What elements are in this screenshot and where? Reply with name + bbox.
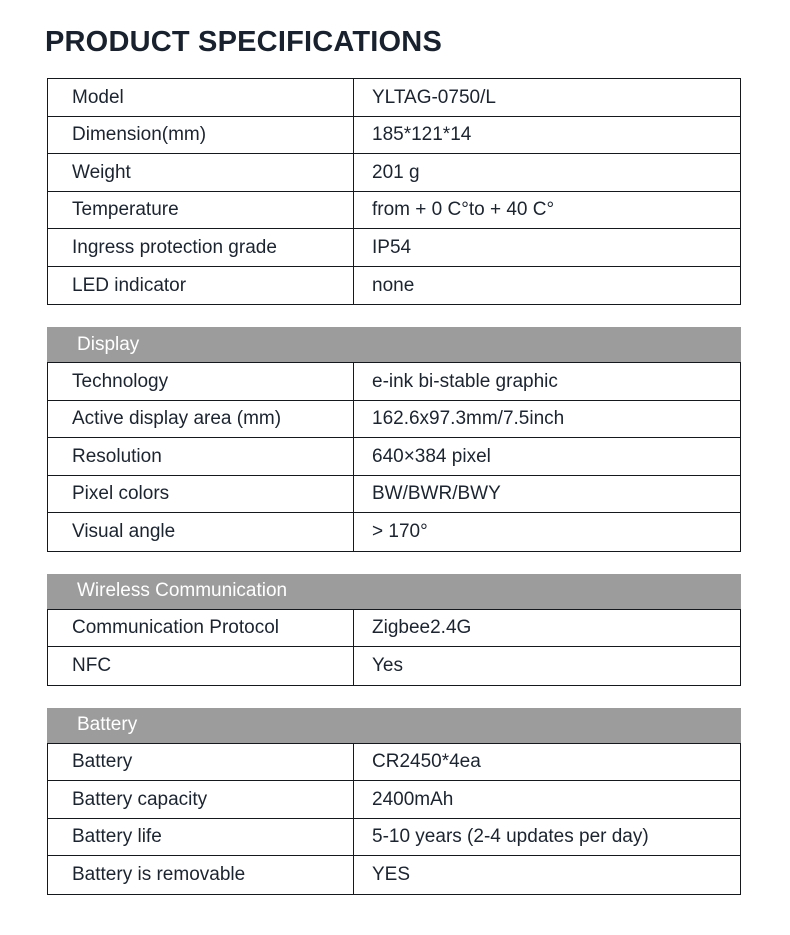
spec-value: BW/BWR/BWY xyxy=(372,483,501,505)
section-wireless-communication xyxy=(47,574,741,686)
spec-value: YLTAG-0750/L xyxy=(372,86,496,108)
spec-label: Battery capacity xyxy=(48,781,354,818)
section-header-display: Display xyxy=(47,327,741,362)
spec-label: Battery life xyxy=(48,819,354,856)
battery-spec-table xyxy=(47,743,741,895)
spec-label: Active display area (mm) xyxy=(48,401,354,438)
table-row xyxy=(48,363,740,401)
table-row xyxy=(48,117,740,155)
table-row xyxy=(48,819,740,857)
spec-label: NFC xyxy=(48,647,354,685)
wireless-spec-table xyxy=(47,609,741,686)
display-spec-table xyxy=(47,362,741,552)
section-display xyxy=(47,327,741,552)
table-row xyxy=(48,267,740,305)
table-row xyxy=(48,476,740,514)
spec-value: 640×384 pixel xyxy=(372,445,491,467)
table-row xyxy=(48,744,740,782)
spec-value: none xyxy=(372,274,415,296)
table-row xyxy=(48,438,740,476)
spec-value: 162.6x97.3mm/7.5inch xyxy=(372,408,565,430)
table-row xyxy=(48,229,740,267)
spec-value: e-ink bi-stable graphic xyxy=(372,370,558,392)
table-row xyxy=(48,79,740,117)
spec-label: Pixel colors xyxy=(48,476,354,513)
spec-value: Yes xyxy=(372,655,403,677)
table-row xyxy=(48,610,740,648)
spec-value: YES xyxy=(372,864,411,886)
spec-value: IP54 xyxy=(372,236,412,258)
spec-label: LED indicator xyxy=(48,267,354,305)
spec-label: Battery is removable xyxy=(48,856,354,894)
spec-label: Visual angle xyxy=(48,513,354,551)
table-row xyxy=(48,513,740,551)
spec-value: 5-10 years (2-4 updates per day) xyxy=(372,826,649,848)
table-row xyxy=(48,154,740,192)
table-row xyxy=(48,401,740,439)
spec-value: 2400mAh xyxy=(372,788,454,810)
section-battery xyxy=(47,708,741,895)
page-title: PRODUCT SPECIFICATIONS xyxy=(45,26,442,58)
table-row xyxy=(48,647,740,685)
spec-value: 185*121*14 xyxy=(372,124,472,146)
spec-label: Technology xyxy=(48,363,354,400)
spec-value: CR2450*4ea xyxy=(372,751,481,773)
section-general xyxy=(47,78,741,305)
table-row xyxy=(48,781,740,819)
spec-label: Dimension(mm) xyxy=(48,117,354,154)
spec-label: Ingress protection grade xyxy=(48,229,354,266)
spec-label: Resolution xyxy=(48,438,354,475)
spec-value: from + 0 C°to + 40 C° xyxy=(372,199,555,221)
spec-label: Weight xyxy=(48,154,354,191)
section-header-wireless: Wireless Communication xyxy=(47,574,741,609)
spec-value: Zigbee2.4G xyxy=(372,617,472,639)
table-row xyxy=(48,192,740,230)
spec-label: Communication Protocol xyxy=(48,610,354,647)
spec-value: > 170° xyxy=(372,521,428,543)
spec-label: Model xyxy=(48,79,354,116)
spec-value: 201 g xyxy=(372,161,420,183)
general-spec-table xyxy=(47,78,741,305)
section-header-battery: Battery xyxy=(47,708,741,743)
table-row xyxy=(48,856,740,894)
spec-label: Battery xyxy=(48,744,354,781)
spec-label: Temperature xyxy=(48,192,354,229)
